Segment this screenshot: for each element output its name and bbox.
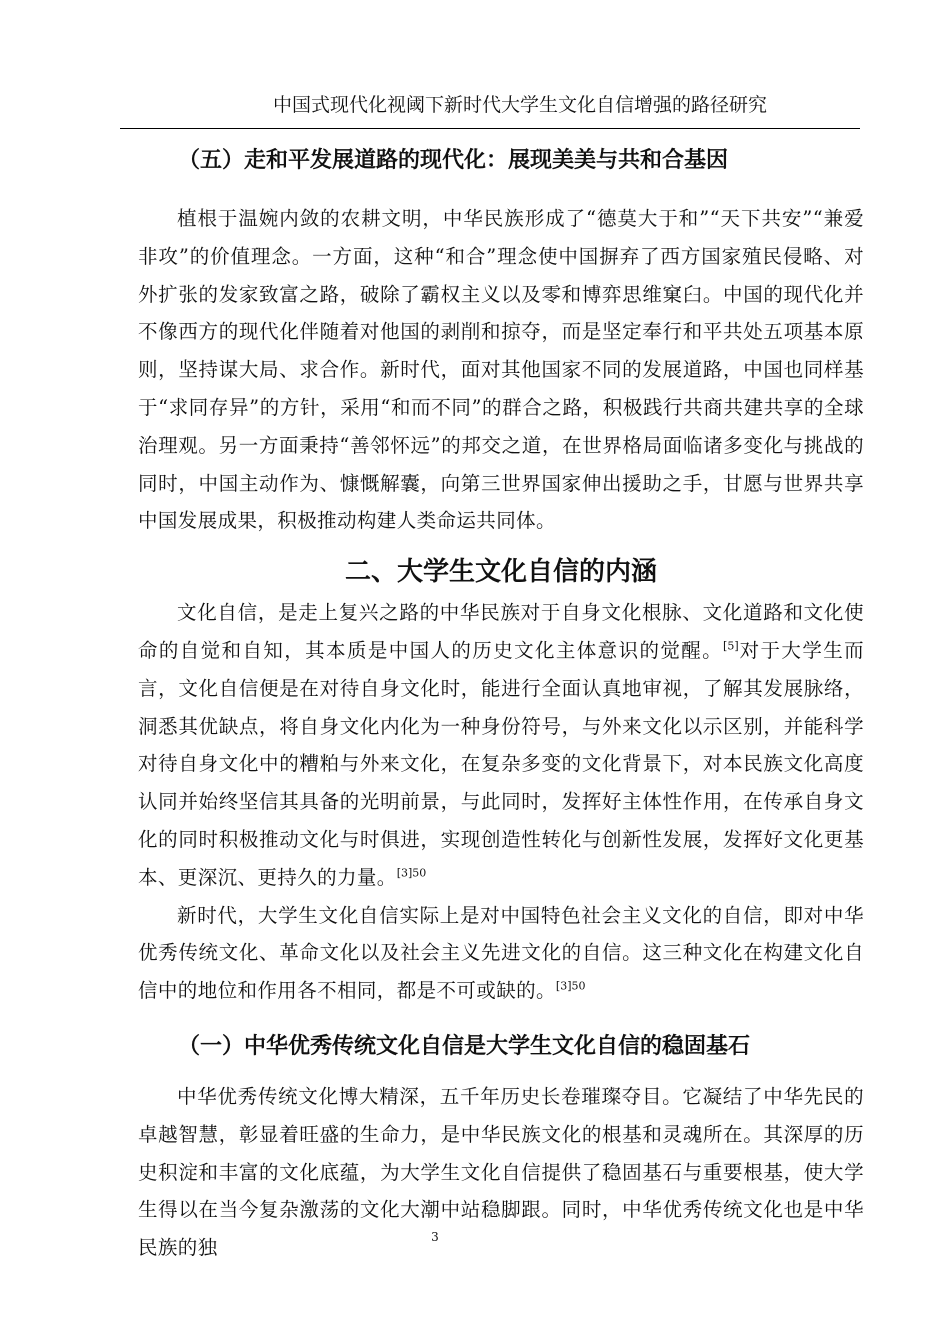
page-body	[138, 138, 864, 1267]
section-heading-1: （一）中华优秀传统文化自信是大学生文化自信的稳固基石	[178, 1033, 751, 1059]
section-heading-5: （五）走和平发展道路的现代化：展现美美与共和合基因	[178, 148, 729, 173]
paragraph-text: 新时代，大学生文化自信实际上是对中国特色社会主义文化的自信，即对中华优秀传统文化、革命文化以及社会主义先进文化的自信。这三种文化在构建文化自信中的地位和作用各不相同，都是不可或缺的。	[138, 903, 864, 1003]
running-header	[120, 92, 860, 129]
paragraph-text: 对于大学生而言，文化自信便是在对待自身文化时，能进行全面认真地审视，了解其发展脉络，洞悉其优缺点，将自身文化内化为一种身份符号，与外来文化以示区别，并能科学对待自身文化中的糟粕与外来文化，在复杂多变的文化背景下，对本民族文化高度认同并始终坚信其具备的光明前景，与此同时，发挥好主体性作用，在传承自身文化的同时积极推动文化与时俱进，实现创造性转化与创新性发展，发挥好文化更基本、更深沉、更持久的力量。	[138, 638, 865, 889]
chapter-heading-2: 二、大学生文化自信的内涵	[344, 557, 657, 588]
page-number: 3	[431, 1230, 439, 1244]
citation-ref: [3]50	[555, 979, 586, 993]
traditional-culture-paragraph: 中华优秀传统文化博大精深，五千年历史长卷璀璨夺目。它凝结了中华先民的卓越智慧，彰显着旺盛的生命力，是中华民族文化的根基和灵魂所在。其深厚的历史积淀和丰富的文化底蕴，为大学生文化自信提供了稳固基石与重要根基，使大学生得以在当今复杂激荡的文化大潮中站稳脚跟。同时，中华优秀传统文化也是中华民族的独	[138, 1084, 864, 1260]
citation-ref: [3]50	[396, 866, 427, 880]
citation-ref: [5]	[723, 639, 739, 653]
section-5-paragraph: 植根于温婉内敛的农耕文明，中华民族形成了“德莫大于和”“天下共安”“兼爱非攻”的价值理念。一方面，这种“和合”理念使中国摒弃了西方国家殖民侵略、对外扩张的发家致富之路，破除了霸权主义以及零和博弈思维窠臼。中国的现代化并不像西方的现代化伴随着对他国的剥削和掠夺，而是坚定奉行和平共处五项基本原则，坚持谋大局、求合作。新时代，面对其他国家不同的发展道路，中国也同样基于“求同存异”的方针，采用“和而不同”的群合之路，积极践行共商共建共享的全球治理观。另一方面秉持“善邻怀远”的邦交之道，在世界格局面临诸多变化与挑战的同时，中国主动作为、慷慨解囊，向第三世界国家伸出援助之手，甘愿与世界共享中国发展成果，积极推动构建人类命运共同体。	[138, 207, 864, 533]
paragraph-text: 文化自信，是走上复兴之路的中华民族对于自身文化根脉、文化道路和文化使命的自觉和自知，其本质是中国人的历史文化主体意识的觉醒。	[138, 601, 864, 662]
definition-paragraph	[138, 594, 864, 896]
new-era-paragraph	[138, 897, 864, 1010]
running-title: 中国式现代化视阈下新时代大学生文化自信增强的路径研究	[272, 94, 767, 116]
